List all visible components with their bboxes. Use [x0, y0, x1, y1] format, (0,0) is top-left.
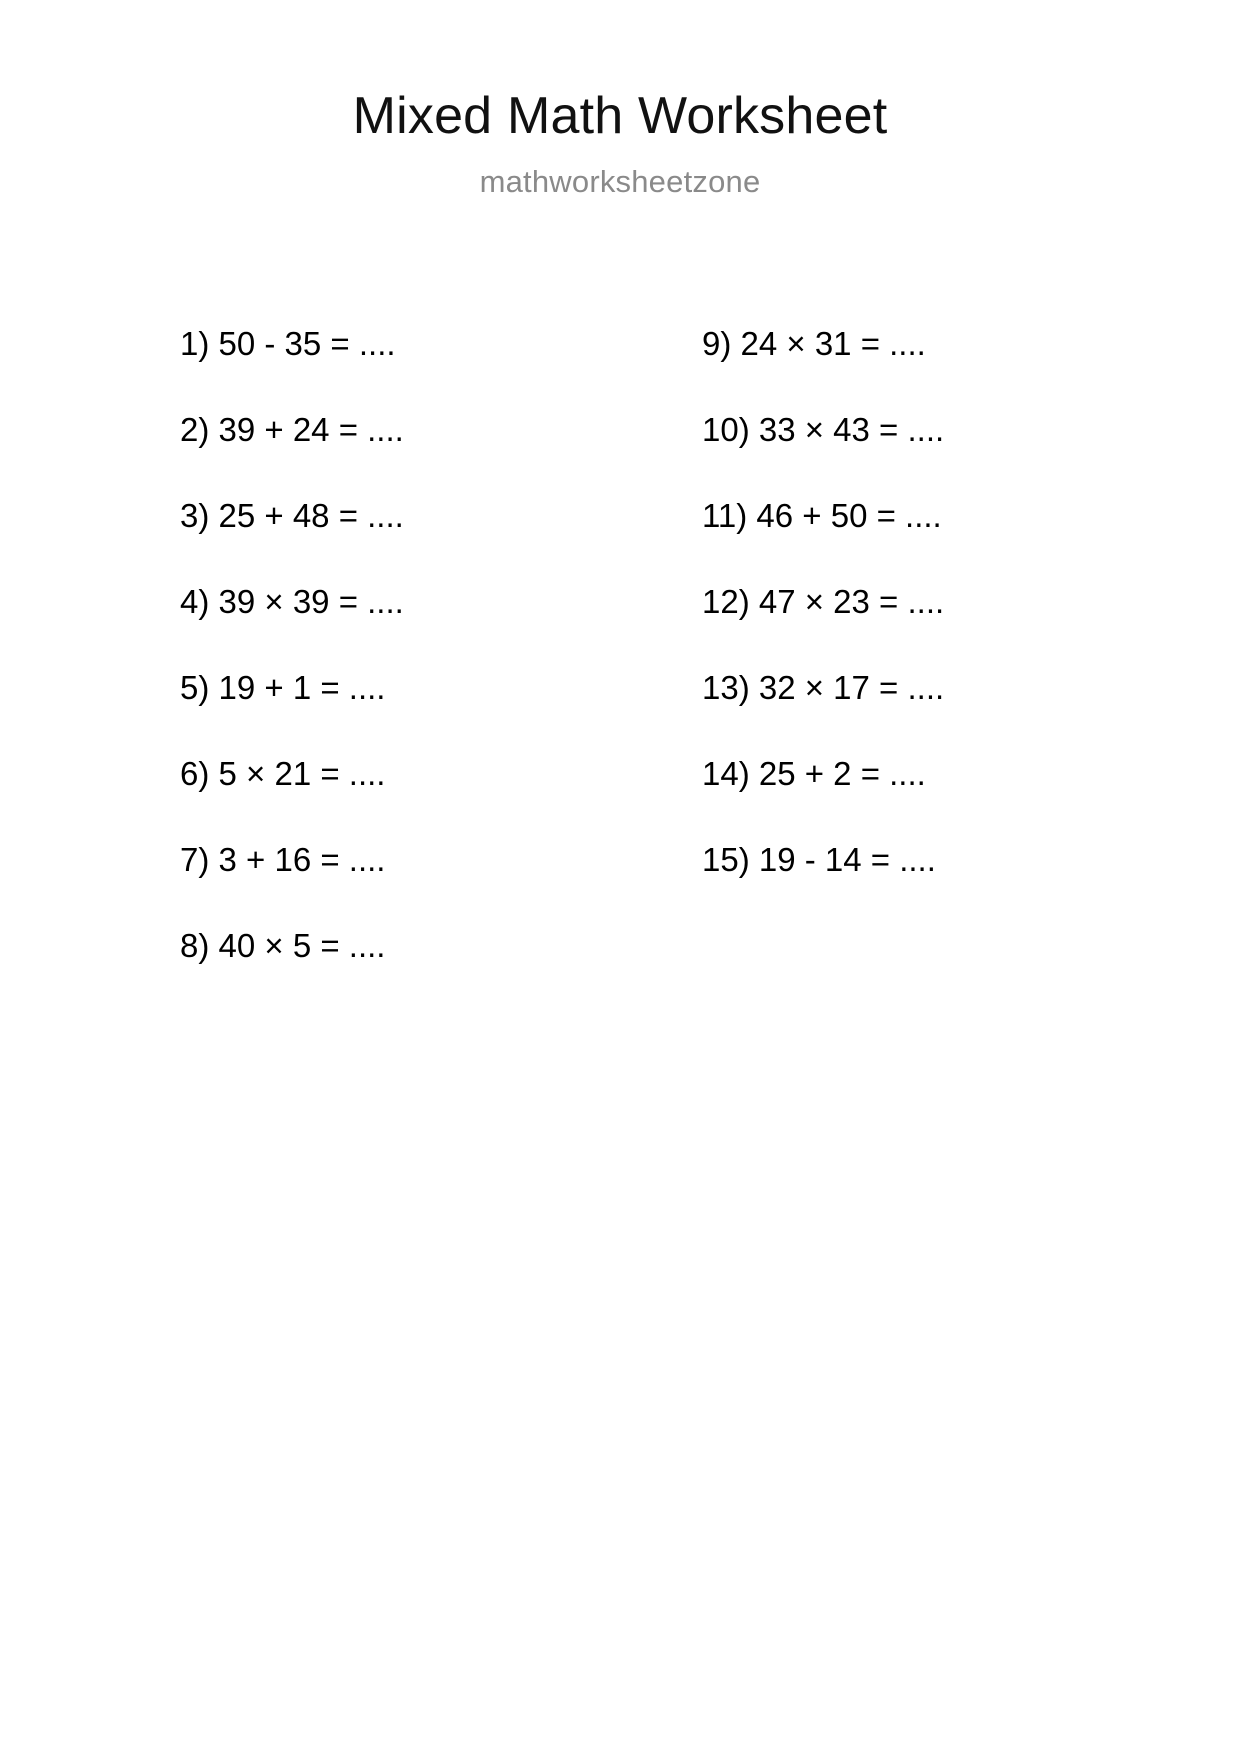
problems-container	[0, 300, 1240, 988]
problems-column-left	[180, 300, 630, 988]
problem-item: 4) 39 × 39 = ....	[180, 582, 404, 620]
problem-item: 8) 40 × 5 = ....	[180, 926, 386, 964]
problem-item: 14) 25 + 2 = ....	[702, 754, 926, 792]
problem-item: 3) 25 + 48 = ....	[180, 496, 404, 534]
problem-item: 7) 3 + 16 = ....	[180, 840, 386, 878]
problem-item: 13) 32 × 17 = ....	[702, 668, 945, 706]
page-subtitle: mathworksheetzone	[479, 164, 761, 199]
problem-item: 9) 24 × 31 = ....	[702, 324, 926, 362]
problem-item: 6) 5 × 21 = ....	[180, 754, 386, 792]
problem-item: 1) 50 - 35 = ....	[180, 324, 396, 362]
problem-item: 5) 19 + 1 = ....	[180, 668, 386, 706]
problem-item: 10) 33 × 43 = ....	[702, 410, 945, 448]
problem-item: 12) 47 × 23 = ....	[702, 582, 945, 620]
problem-item: 15) 19 - 14 = ....	[702, 840, 936, 878]
page-title: Mixed Math Worksheet	[352, 87, 888, 145]
problems-column-right	[702, 300, 1152, 902]
problem-item: 2) 39 + 24 = ....	[180, 410, 404, 448]
problem-item: 11) 46 + 50 = ....	[702, 496, 942, 534]
